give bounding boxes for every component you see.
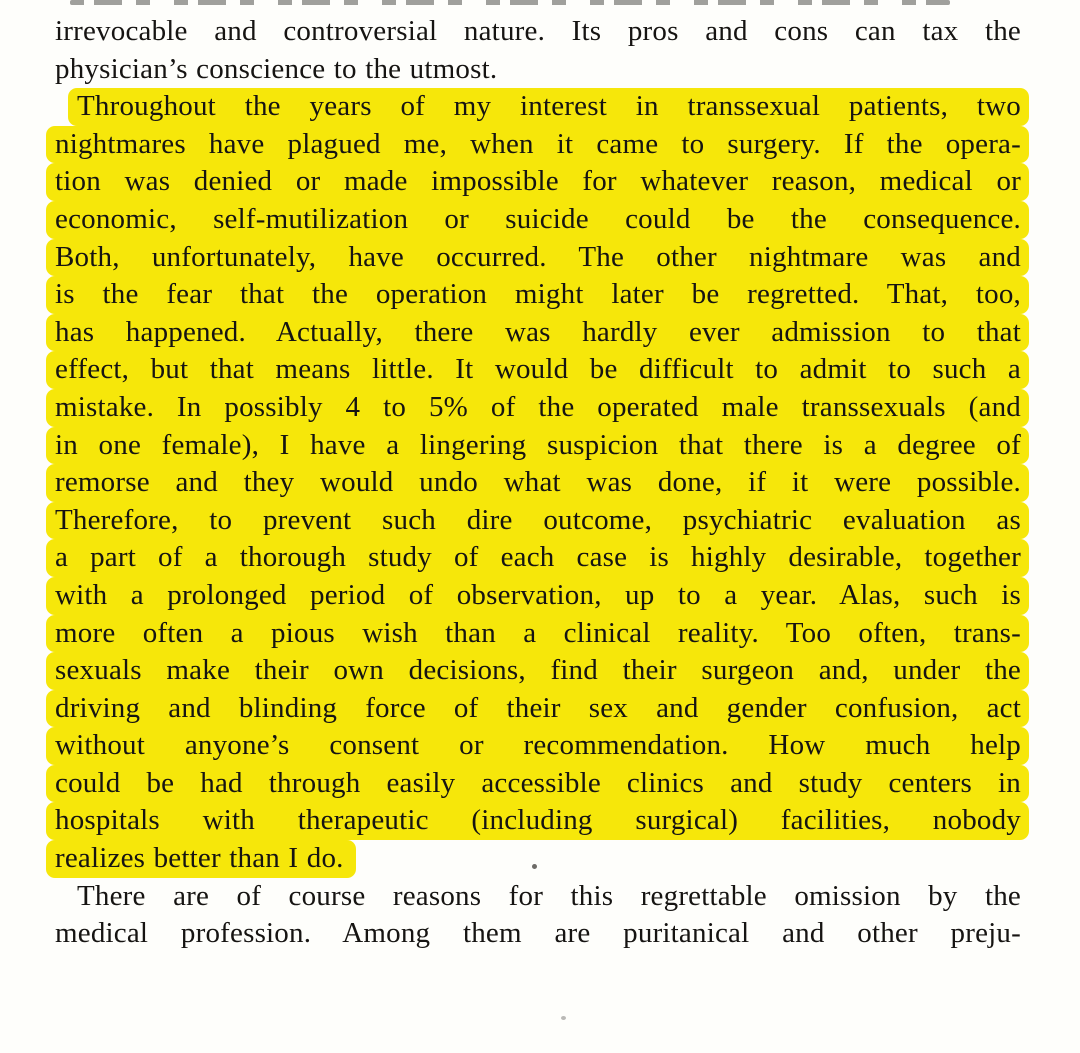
highlighted-text-line: with a prolonged period of observation, up to a year. Alas, such is [46,577,1029,615]
highlighted-text-line: Therefore, to prevent such dire outcome, psychiatric evaluation as [46,502,1029,540]
scan-speck [561,1016,566,1020]
text-line: irrevocable and controversial nature. Its pros and cons can tax the [55,15,1021,47]
highlighted-text-line: economic, self-mutilization or suicide could be the consequence. [46,201,1029,239]
text-line: physician’s conscience to the utmost. [55,52,498,85]
highlighted-text-line: without anyone’s consent or recommendation. How much help [46,727,1029,765]
highlighted-text-line: sexuals make their own decisions, find their surgeon and, under the [46,652,1029,690]
highlighted-text-line: more often a pious wish than a clinical reality. Too often, trans- [46,615,1029,653]
highlighted-text-line: effect, but that means little. It would be difficult to admit to such a [46,351,1029,389]
highlighted-text-line: is the fear that the operation might later be regretted. That, too, [46,276,1029,314]
highlighted-text-line: has happened. Actually, there was hardly ever admission to that [46,314,1029,352]
text-line: There are of course reasons for this regrettable omission by the [77,879,1021,912]
highlighted-text-line: could be had through easily accessible clinics and study centers in [46,765,1029,803]
highlighted-text-line: driving and blinding force of their sex and gender confusion, act [46,690,1029,728]
scan-speck [532,864,537,869]
highlighted-text-line: mistake. In possibly 4 to 5% of the operated male transsexuals (and [46,389,1029,427]
highlighted-text-line: a part of a thorough study of each case is highly desirable, together [46,539,1029,577]
text-column [55,13,1021,953]
highlighted-text-line: realizes better than I do. [46,840,356,878]
highlighted-text-line: Both, unfortunately, have occurred. The other nightmare was and [46,239,1029,277]
clipped-top-line-artifact [70,0,950,5]
text-line: medical profession. Among them are puritanical and other preju- [55,917,1021,950]
highlighted-text-line: tion was denied or made impossible for whatever reason, medical or [46,163,1029,201]
highlighted-text-line: Throughout the years of my interest in transsexual patients, two [68,88,1029,126]
highlighted-text-line: in one female), I have a lingering suspicion that there is a degree of [46,427,1029,465]
highlighted-text-line: hospitals with therapeutic (including surgical) facilities, nobody [46,802,1029,840]
highlighted-text-line: nightmares have plagued me, when it came to surgery. If the opera- [46,126,1029,164]
highlighted-text-line: remorse and they would undo what was done, if it were possible. [46,464,1029,502]
